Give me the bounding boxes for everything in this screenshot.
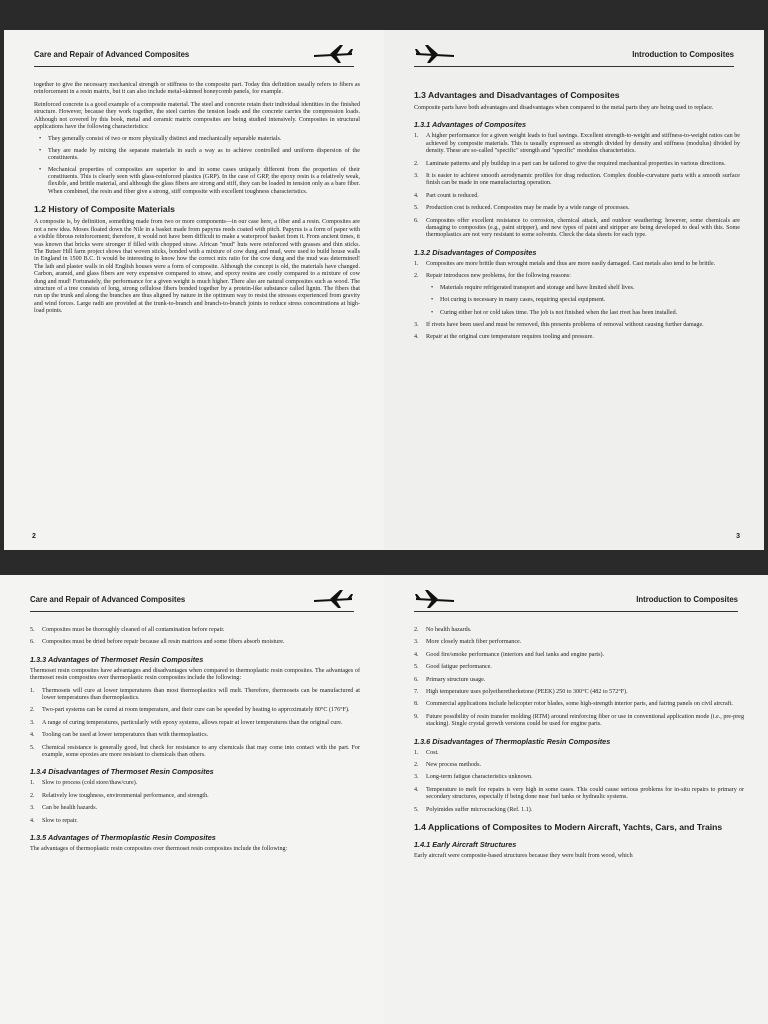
list-item: 4. Repair at the original cure temperature requires tooling and pressure. xyxy=(414,334,594,341)
paragraph: The advantages of thermoplastic resin composites over thermoset resin composites include the following: xyxy=(30,846,288,853)
list-item: • They generally consist of two or more physically distinct and mechanically separable materials. xyxy=(48,136,360,143)
list-item: 3. A range of curing temperatures, particularly with epoxy systems, allows repair at lower temperatures than the original cure. xyxy=(30,719,343,726)
subsection-heading: 1.3.6 Disadvantages of Thermoplastic Resin Composites xyxy=(414,736,611,746)
section-heading: 1.3 Advantages and Disadvantages of Composites xyxy=(414,90,620,100)
header-title: Care and Repair of Advanced Composites xyxy=(34,50,190,59)
page-body xyxy=(414,627,744,866)
list-item: 5. Chemical resistance is generally good, but check for resistance to any chemicals that may come into contact with the part. For example, some epoxies are more resistant to chemicals than others. xyxy=(30,744,360,759)
page-5 xyxy=(384,575,768,1024)
running-header xyxy=(414,44,734,67)
header-title: Introduction to Composites xyxy=(632,50,734,59)
subsection-heading: 1.3.4 Disadvantages of Thermoset Resin Composites xyxy=(30,767,214,777)
list-item: 3. Long-term fatigue characteristics unknown. xyxy=(414,774,533,781)
page-3 xyxy=(384,30,764,550)
list-item: 4. Slow to repair. xyxy=(30,817,78,824)
subsection-heading: 1.3.3 Advantages of Thermoset Resin Composites xyxy=(30,654,204,664)
paragraph: Composite parts have both advantages and disadvantages when compared to the metal parts they are being used to replace. xyxy=(414,105,714,111)
header-title: Care and Repair of Advanced Composites xyxy=(30,595,186,604)
running-header xyxy=(34,44,354,67)
bullet-list xyxy=(426,285,740,317)
list-item: 5. Polyimides suffer microcracking (Ref. 1.1). xyxy=(414,806,533,813)
list-item: 1. Thermosets will cure at lower temperatures than most thermoplastics will melt. Therefore, thermosets can be manufactured at lower temperatures than thermoplastics. xyxy=(30,687,360,702)
page-body xyxy=(414,82,740,347)
paragraph: Reinforced concrete is a good example of a composite material. The steel and concrete retain their individual identities in the finished structure. However, because they work together, the steel carries the tension loads and the concrete carries the compression loads. Although not covered by this book, metal and ceramic matrix composites are being studied intensively. Composites in structural applications have the following characteristics: xyxy=(34,101,360,131)
list-item: 2. Two-part systems can be cured at room temperature, and their cure can be speeded by heating to approximately 80°C (176°F). xyxy=(30,707,350,714)
running-header xyxy=(414,589,738,612)
numbered-list xyxy=(414,750,744,814)
list-item: 4. Temperature to melt for repairs is very high in some cases. This could cause serious problems for in-situ repairs to primary or secondary structures, especially if being done near fuel tanks or hydraulic systems. xyxy=(414,786,744,801)
list-item: • Mechanical properties of composites are superior to and in some cases uniquely different from the properties of their constituents. This is clearly seen with glass-reinforced plastics (GRP). In the case of GRP, the epoxy resin is a relatively weak, flexible, and brittle material, and although the glass fibers are strong and stiff, they can be loaded in tension only as a bare fiber. When combined, the resin and fiber give a strong, stiff composite with excellent toughness characteristics. xyxy=(48,167,360,197)
subsection-heading: 1.4.1 Early Aircraft Structures xyxy=(414,840,517,850)
list-item: 3. If rivets have been used and must be removed, this presents problems of removal without causing further damage. xyxy=(414,321,704,328)
paragraph: Early aircraft were composite-based structures because they were built from wood, which xyxy=(414,853,633,860)
numbered-list xyxy=(414,261,740,342)
list-item: 4. Part count is reduced. xyxy=(414,192,479,199)
airplane-icon xyxy=(312,589,354,609)
list-item: 4. Tooling can be used at lower temperatures than with thermoplastics. xyxy=(30,732,209,739)
list-item: 4. Good fire/smoke performance (interiors and fuel tanks and engine parts). xyxy=(414,651,605,658)
running-header xyxy=(30,589,354,612)
list-item: 2. Laminate patterns and ply buildup in a part can be tailored to give the required mechanical properties in various directions. xyxy=(414,160,726,167)
numbered-list xyxy=(414,627,744,729)
list-item: 9. Future possibility of resin transfer molding (RTM) around reinforcing fiber or use in conventional application mode (i.e., pre-preg stacking). Single crystal growth versions could be used for engine parts. xyxy=(414,713,744,728)
airplane-icon xyxy=(414,44,456,64)
list-item: 3. It is easier to achieve smooth aerodynamic profiles for drag reduction. Complex double-curvature parts with a smooth surface finish can be made in one manufacturing operation. xyxy=(414,173,740,187)
list-item: 8. Commercial applications include helicopter rotor blades, some high-strength interior parts, and fairing panels on civil aircraft. xyxy=(414,701,733,708)
list-item: 3. Can be health hazards. xyxy=(30,805,98,812)
list-item: 5. Composites must be thoroughly cleaned of all contamination before repair. xyxy=(30,627,225,633)
numbered-list xyxy=(30,627,360,647)
page-number: 3 xyxy=(736,533,740,540)
list-item: 6. Primary structure usage. xyxy=(414,676,486,683)
numbered-list xyxy=(30,688,360,760)
list-item: 2. No health hazards. xyxy=(414,627,472,633)
numbered-list xyxy=(30,780,360,825)
page-number: 2 xyxy=(32,533,36,540)
paragraph: together to give the necessary mechanical strength or stiffness to the composite part. Today this definition usually refers to fibers as reinforcement in a resin matrix, but it can also include metal-skinned honeycomb panels, for example. xyxy=(34,82,360,96)
subsection-heading: 1.3.1 Advantages of Composites xyxy=(414,120,527,130)
list-item: • Hot curing is necessary in many cases, requiring special equipment. xyxy=(440,297,740,304)
subsection-heading: 1.3.2 Disadvantages of Composites xyxy=(414,247,537,257)
list-item: 1. Slow to process (cold store/thaw/cure). xyxy=(30,780,138,787)
page-body xyxy=(34,82,360,321)
list-item: 7. High temperature uses polyetheretherketone (PEEK) 250 to 300°C (482 to 572°F). xyxy=(414,689,628,696)
page-4 xyxy=(0,575,384,1024)
list-item: 1. Composites are more brittle than wrought metals and thus are more easily damaged. Cast metals also tend to be brittle. xyxy=(414,260,716,267)
page-2 xyxy=(4,30,384,550)
list-item: • Materials require refrigerated transport and storage and have limited shelf lives. xyxy=(440,285,740,292)
airplane-icon xyxy=(312,44,354,64)
paragraph: Thermoset resin composites have advantages and disadvantages when compared to thermoplastic resin composites. The advantages of thermoset resin composites over thermoplastic resin composites include the following: xyxy=(30,667,360,682)
list-item: • Curing either hot or cold takes time. The job is not finished when the last rivet has been installed. xyxy=(440,310,740,317)
list-item: 3. More closely match fiber performance. xyxy=(414,639,522,646)
bullet-list xyxy=(34,136,360,196)
header-title: Introduction to Composites xyxy=(636,595,738,604)
list-item: 6. Composites offer excellent resistance to corrosion, chemical attack, and outdoor weathering; however, some chemicals are damaging to composites (e.g., paint stripper), and new types of paint and stripper are being developed to deal with this. Some thermoplastics are not very resistant to some solvents. Check the data sheets for each type. xyxy=(414,217,740,239)
page-body xyxy=(30,627,360,859)
list-item: 5. Good fatigue performance. xyxy=(414,664,492,671)
airplane-icon xyxy=(414,589,456,609)
section-heading: 1.2 History of Composite Materials xyxy=(34,204,175,215)
list-item: 1. A higher performance for a given weight leads to fuel savings. Excellent strength-to-weight and stiffness-to-weight ratios can be achieved by composite materials. This is usually expressed as strength divided by density and stiffness (modulus) divided by density. These are so-called "specific" strength and "specific" modulus characteristics. xyxy=(414,133,740,155)
list-item: 5. Production cost is reduced. Composites may be made by a wide range of processes. xyxy=(414,205,630,212)
section-heading: 1.4 Applications of Composites to Modern Aircraft, Yachts, Cars, and Trains xyxy=(414,822,723,833)
list-item: 1. Cost. xyxy=(414,749,439,756)
list-item: 2. Repair introduces new problems, for the following reasons: • Materials require refrigerated transport and storage and have limited shelf lives. • Hot curing is necessary in many cases, requiring special equipment. • Curing either hot or cold takes time. The job is not finished when the last rivet has been installed. xyxy=(426,273,740,317)
numbered-list xyxy=(414,133,740,239)
list-item: • They are made by mixing the separate materials in such a way as to achieve controlled and uniform dispersion of the constituents. xyxy=(48,148,360,163)
list-item: 2. Relatively low toughness, environmental performance, and strength. xyxy=(30,792,209,799)
list-item: 2. New process methods. xyxy=(414,762,482,769)
list-item: 6. Composites must be dried before repair because all resin matrices and some fibers absorb moisture. xyxy=(30,639,285,646)
subsection-heading: 1.3.5 Advantages of Thermoplastic Resin Composites xyxy=(30,833,216,843)
paragraph: A composite is, by definition, something made from two or more components—in our case here, a fiber and a resin. Composites are not a new idea. Moses floated down the Nile in a basket made from papyrus reeds coated with pitch. Papyrus is a form of paper with a visible fibrous reinforcement; therefore, it would not have been difficult to make a waterproof basket from it. From ancient times, it was known that bricks were stronger if filled with chopped straw. African "mud" huts were reinforced with grasses and thin sticks. The Butser Hill farm project shows that woven sticks, bonded with a mixture of cow dung and mud, were used to build house walls in England in 1500 B.C. It would be interesting to know how the correct mix ratio for the cow dung and the mud was determined! The lath and plaster walls in old English houses were a form of composite. Although the concept is old, the materials have changed. Carbon, aramid, and glass fibers are very expensive compared to straw, and epoxy resins are costly compared to a mixture of cow dung and mud! Fortunately, the performance for a given weight is much higher. There also are natural composites such as wood. The structure of a tree consists of long, strong cellulose fibers bonded together by a protein-like substance called lignin. The fibers that run up the trunk and along the branches are thus aligned by nature in the optimum way to resist the stresses experienced from gravity and wind forces. Large radii are provided at the trunk-to-branch and branch-to-branch joints to reduce stress concentrations at high-load points. xyxy=(34,219,360,315)
